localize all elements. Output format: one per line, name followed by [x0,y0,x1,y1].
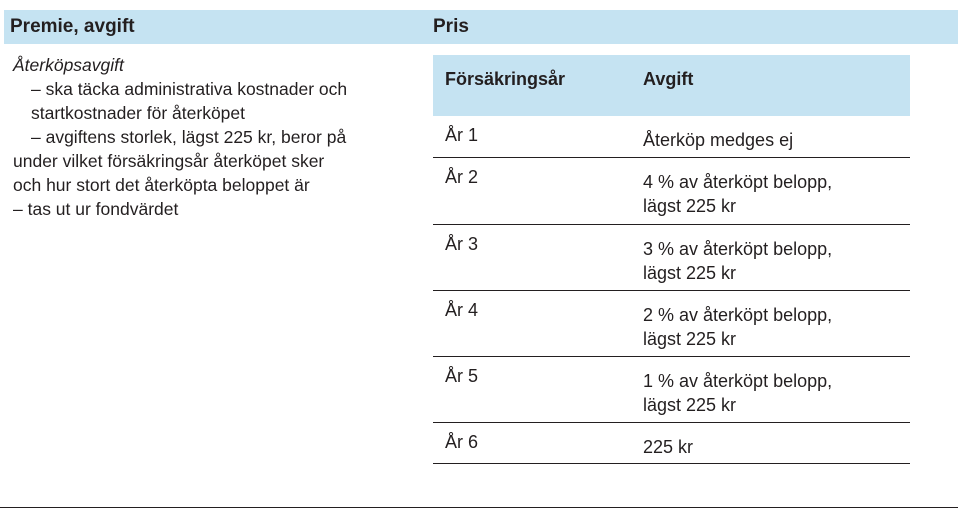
description-line: – tas ut ur fondvärdet [13,199,179,219]
year-cell: År 5 [445,366,479,386]
fee-cell [643,303,908,351]
fee-cell [643,170,908,218]
table-row [433,357,910,423]
fee-cell [643,369,908,417]
left-description [13,53,418,221]
table-row [433,291,910,357]
description-line: – ska täcka administrativa kostnader och [31,79,348,99]
section-heading-premie-avgift: Premie, avgift [10,16,135,37]
description-line: – avgiftens storlek, lägst 225 kr, beror på [31,127,347,147]
fee-line: 2 % av återköpt belopp, [643,305,833,325]
year-cell: År 2 [445,167,479,187]
year-cell: År 3 [445,234,479,254]
fee-cell [643,435,908,459]
price-table [433,55,910,464]
fee-line: 225 kr [643,437,694,457]
fee-cell [643,237,908,285]
price-table-header [433,55,910,116]
header-band [4,10,958,44]
fee-line: 4 % av återköpt belopp, [643,172,833,192]
fee-line: lägst 225 kr [643,329,737,349]
fee-line: Återköp medges ej [643,130,794,150]
year-cell: År 6 [445,432,479,452]
column-header-year: Försäkringsår [445,69,566,89]
fee-line: lägst 225 kr [643,395,737,415]
description-line: under vilket försäkringsår återköpet sker [13,151,325,171]
fee-line: 3 % av återköpt belopp, [643,239,833,259]
fee-line: 1 % av återköpt belopp, [643,371,833,391]
table-row [433,158,910,225]
description-line: och hur stort det återköpta beloppet är [13,175,310,195]
year-cell: År 4 [445,300,479,320]
section-heading-pris: Pris [433,16,469,37]
fee-line: lägst 225 kr [643,263,737,283]
table-row [433,116,910,158]
bottom-divider [0,507,958,508]
fee-line: lägst 225 kr [643,196,737,216]
description-line: startkostnader för återköpet [31,103,245,123]
year-cell: År 1 [445,125,479,145]
description-title: Återköpsavgift [13,55,124,75]
column-header-fee: Avgift [643,69,694,89]
table-row [433,225,910,291]
fee-cell [643,128,908,152]
table-row [433,423,910,464]
